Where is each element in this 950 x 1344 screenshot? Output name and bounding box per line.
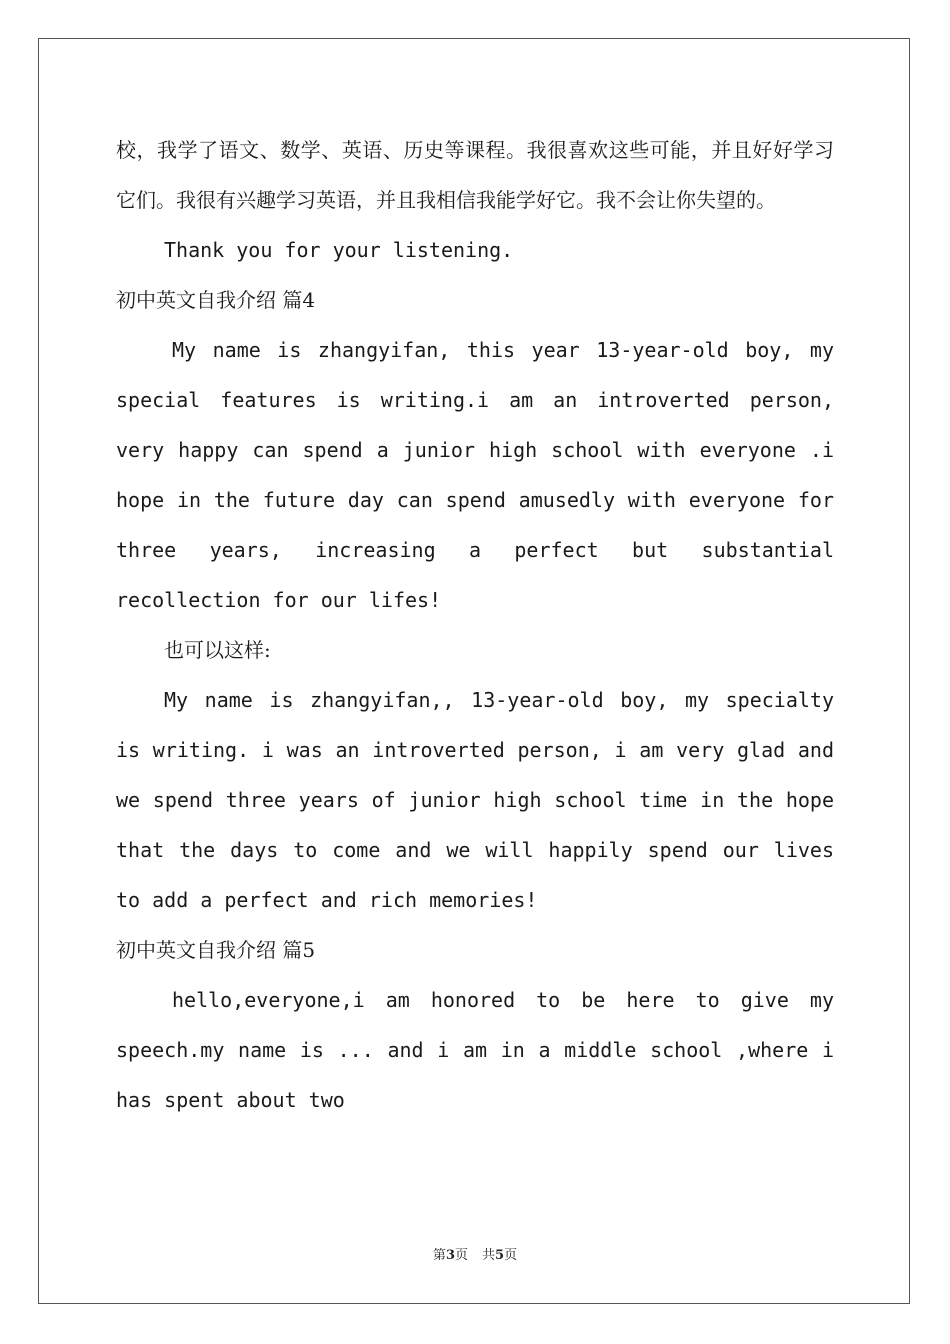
document-body: [116, 125, 834, 1125]
footer-total-prefix: 共: [482, 1248, 496, 1263]
paragraph-intro-4-alt: My name is zhangyifan,, 13-year-old boy, my specialty is writing. i was an introverted person, i am very glad and we spend three years of junior high school time in the hope that the days to come and we will happily spend our lives to add a perfect and rich memories!: [116, 688, 834, 912]
footer-page-total: 5: [495, 1248, 505, 1263]
paragraph-thanks: Thank you for your listening.: [164, 238, 514, 262]
footer-page-prefix: 第: [432, 1248, 446, 1263]
paragraph-intro-4: My name is zhangyifan, this year 13-year-old boy, my special features is writing.i am an introverted person, very happy can spend a junior high school with everyone .i hope in the future day can spend amusedly with everyone for three years, increasing a perfect but substantial recollection for our lifes!: [116, 338, 834, 612]
paragraph-intro-5: hello,everyone,i am honored to be here to give my speech.my name is ... and i am in a middle school ,where i has spent about two: [116, 988, 834, 1112]
paragraph-alternative-label: 也可以这样:: [164, 638, 271, 662]
paragraph-intro-cn: 校，我学了语文、数学、英语、历史等课程。我很喜欢这些可能，并且好好学习它们。我很有兴趣学习英语，并且我相信我能学好它。我不会让你失望的。: [116, 138, 834, 212]
page-footer: [0, 1246, 950, 1266]
section-heading-4: 初中英文自我介绍 篇4: [116, 288, 316, 312]
footer-page-current: 3: [445, 1248, 455, 1263]
section-heading-5: 初中英文自我介绍 篇5: [116, 938, 316, 962]
footer-page-mid: 页: [454, 1248, 468, 1263]
footer-total-suffix: 页: [504, 1248, 518, 1263]
